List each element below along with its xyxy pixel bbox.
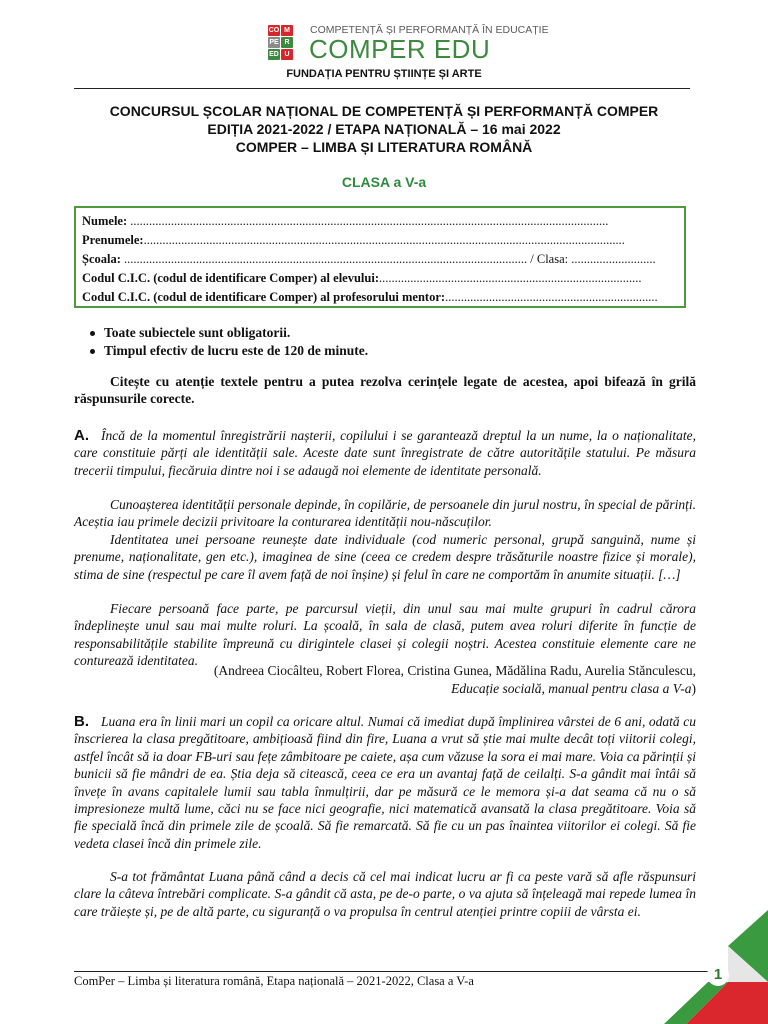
logo-cell: PE [269, 39, 279, 46]
school-class-field[interactable]: ................................................................................................................................. / Clasa: ........................... [120, 252, 656, 266]
corner-decoration [664, 896, 768, 1024]
section-a-paragraph-1 [74, 427, 696, 479]
class-title: CLASA a V-a [341, 174, 427, 190]
logo-cell: R [281, 37, 293, 48]
name-field[interactable]: ......................................................................................................................................................... [127, 214, 609, 228]
section-a-citation-authors: (Andreea Ciocâlteu, Robert Florea, Cristina Gunea, Mădălina Radu, Aurelia Stănculescu, [213, 663, 696, 678]
instruction-item: Timpul efectiv de lucru este de 120 de minute. [104, 343, 369, 358]
logo-name: COMPER EDU [309, 34, 491, 64]
name-label: Numele: [82, 214, 128, 228]
surname-row[interactable] [82, 231, 678, 249]
instruction-item: Toate subiectele sunt obligatorii. [104, 325, 291, 340]
section-a-paragraph-2: Cunoașterea identității personale depinde, în copilărie, de persoanele din jurul nostru, în special de părinți. Aceștia iau primele decizii privitoare la conturarea identității nou-născuților. [74, 497, 696, 530]
edition-title: EDIȚIA 2021-2022 / ETAPA NAȚIONALĂ – 16 mai 2022 [207, 121, 561, 137]
logo-cell: ED [269, 51, 279, 58]
logo-tagline: COMPETENȚĂ ȘI PERFORMANȚĂ ÎN EDUCAȚIE [310, 24, 549, 36]
school-row[interactable] [82, 250, 678, 268]
surname-label: Prenumele: [82, 233, 144, 247]
school-label: Școala: [82, 252, 121, 266]
section-a-citation-book [451, 680, 696, 697]
surname-field[interactable]: .......................................................................................................................................................... [143, 233, 625, 247]
citation-close: ) [691, 681, 696, 696]
logo-cell: M [281, 25, 293, 36]
logo-cell: CO [268, 27, 280, 34]
section-a-letter: A. [74, 427, 89, 444]
teacher-code-field[interactable]: .................................................................... [445, 290, 658, 304]
section-a-paragraph-3: Identitatea unei persoane reunește date individuale (cod numeric personal, grupă sanguină, nume și prenume, naționalitate, gen etc.), imaginea de sine (ceea ce credem despre trăsăturile noastre fizice și morale), stima de sine (respectul pe care îl avem față de noi înșine) și felul în care ne comportăm în anumite situații. […] [74, 532, 696, 582]
logo-mark [268, 25, 306, 61]
footer-divider [74, 971, 714, 972]
section-b-paragraph-2: S-a tot frământat Luana până când a decis că cel mai indicat lucru ar fi ca peste vară să afle răspunsuri clare la câteva întrebări complicate. S-a gândit că asta, pe de-o parte, o va ajuta să înțeleagă mai repede lumea în care trăiește și, pe de altă parte, cu siguranță o va propulsa în centrul atenției printre copiii de vârsta ei. [74, 869, 696, 919]
intro-paragraph: Citește cu atenție textele pentru a putea rezolva cerințele legate de acestea, apoi bifează în grilă răspunsurile corecte. [74, 374, 696, 407]
subject-title: COMPER – LIMBA ȘI LITERATURA ROMÂNĂ [235, 139, 533, 155]
teacher-code-label: Codul C.I.C. (codul de identificare Comper) al profesorului mentor: [82, 290, 446, 304]
contest-title: CONCURSUL ȘCOLAR NAȚIONAL DE COMPETENȚĂ ȘI PERFORMANȚĂ COMPER [109, 103, 659, 119]
student-code-field[interactable]: .................................................................................... [378, 271, 642, 285]
logo-cell: U [281, 49, 293, 60]
student-info-box [74, 206, 686, 308]
section-b-paragraph-1 [74, 713, 696, 852]
header-divider [74, 88, 690, 89]
name-row[interactable] [82, 212, 678, 230]
section-b-text-1: Luana era în linii mari un copil ca oricare altul. Numai că imediat după împlinirea vârstei de 6 ani, odată cu înscrierea la clasa pregătitoare, ambițioasă fiind din fire, Luana a vrut să știe mai multe decât toți viitorii colegi, astfel încât să ia doar FB-uri sau fețe zâmbitoare pe caiete, așa cum văzuse la sora ei mai mare. Voia ca părinții și bunicii să fie mândri de ea. Știa deja să citească, ceea ce era un avantaj față de ceilalți. S-a gândit mai întâi să învețe în avans capitalele lumii sau tabla înmulțirii, dar pe măsură ce le memora și-a dat seama că nu o să impresioneze multă lume, căci nu se face nici geografie, nici matematică avansată la clasa pregătitoare. Voia să fie specială încă din primele zile de școală. Să fie remarcată. Să fie cu un pas înaintea viitorilor ei colegi. Să fie vedeta clasei încă din primele zile. [74, 714, 696, 851]
page-number: 1 [707, 964, 729, 986]
student-code-label: Codul C.I.C. (codul de identificare Comper) al elevului: [82, 271, 379, 285]
student-code-row[interactable] [82, 269, 678, 287]
teacher-code-row[interactable] [82, 288, 678, 306]
citation-book-title: Educație socială, manual pentru clasa a V-a [451, 681, 692, 696]
section-b-letter: B. [74, 713, 89, 730]
section-a-text-1: Încă de la momentul înregistrării nașterii, copilului i se garantează dreptul la un nume, la o naționalitate, care constituie părți ale identității sale. Aceste date sunt înregistrate de către autoritățile statului. Pe măsura trecerii timpului, fiecăruia dintre noi i se adaugă noi elemente de identitate personală. [74, 428, 696, 478]
foundation-name: FUNDAȚIA PENTRU ȘTIINȚE ȘI ARTE [286, 68, 482, 80]
section-a-paragraph-4: Fiecare persoană face parte, pe parcursul vieții, din unul sau mai multe grupuri în cadrul cărora îndeplinește unul sau mai multe roluri. La școală, în sala de clasă, putem avea roluri diferite în funcție de responsabilitățile stabilite împreună cu dirigintele clasei și colegii noștri. Acestea constituie elemente care ne conturează identitatea. [74, 601, 696, 669]
footer-text: ComPer – Limba și literatura română, Etapa națională – 2021-2022, Clasa a V-a [74, 974, 474, 988]
